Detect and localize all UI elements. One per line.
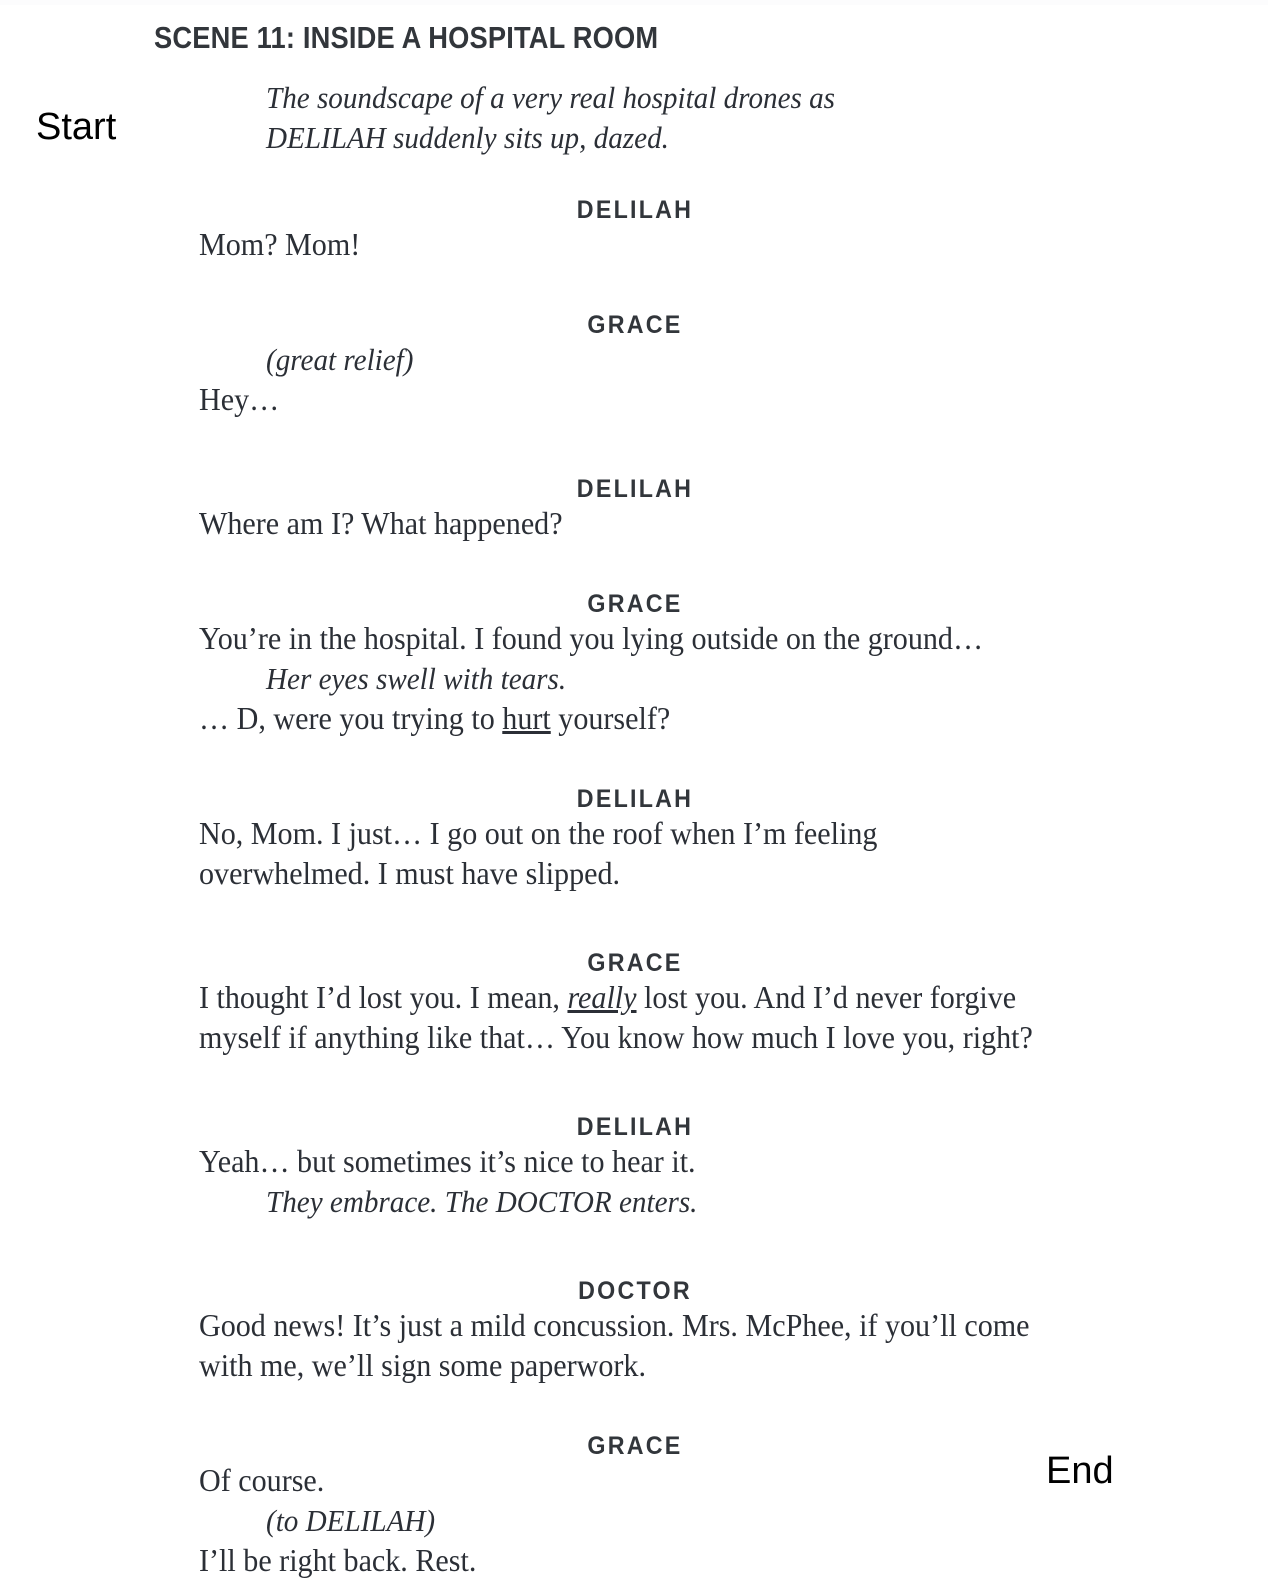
annotation-start-label: Start (36, 106, 117, 148)
page-top-edge (0, 0, 1268, 5)
parenthetical: (to DELILAH) (266, 1504, 436, 1538)
spacer (199, 544, 1091, 590)
scene-heading: SCENE 11: INSIDE A HOSPITAL ROOM (154, 20, 659, 55)
spacer (199, 265, 1091, 311)
character-cue: DELILAH (576, 1113, 694, 1141)
spacer (199, 894, 1091, 949)
dialogue-line: You’re in the hospital. I found you lying outside on the ground… (199, 621, 984, 656)
spacer (199, 158, 1091, 196)
character-cue: DELILAH (576, 475, 694, 503)
stage-direction: They embrace. The DOCTOR enters. (266, 1185, 698, 1219)
dialogue-line: Yeah… but sometimes it’s nice to hear it. (199, 1144, 696, 1179)
opening-stage-direction: The soundscape of a very real hospital drones as DELILAH suddenly sits up, dazed. (266, 81, 836, 155)
character-cue: DOCTOR (578, 1277, 692, 1305)
dialogue-text-after: yourself? (550, 701, 671, 736)
character-cue: GRACE (587, 311, 683, 339)
spacer (199, 420, 1091, 475)
character-cue: GRACE (587, 1432, 683, 1460)
dialogue-line: Mom? Mom! (199, 227, 361, 262)
dialogue-line: I’ll be right back. Rest. (199, 1543, 477, 1578)
character-cue: DELILAH (576, 785, 694, 813)
dialogue-line: Good news! It’s just a mild concussion. Mrs. McPhee, if you’ll come with me, we’ll sign some paperwork. (199, 1308, 1030, 1383)
parenthetical: (great relief) (266, 343, 414, 377)
stage-direction: Her eyes swell with tears. (266, 662, 567, 696)
annotation-end-label: End (1046, 1450, 1114, 1492)
dialogue-line: Where am I? What happened? (199, 506, 563, 541)
dialogue-line: Hey… (199, 382, 280, 417)
dialogue-line: Of course. (199, 1463, 325, 1498)
spacer (199, 1386, 1091, 1432)
spacer (199, 1058, 1091, 1113)
script-body-column (199, 78, 1091, 1581)
spacer (199, 739, 1091, 785)
dialogue-text-before: I thought I’d lost you. I mean, (199, 980, 568, 1015)
character-cue: DELILAH (576, 196, 694, 224)
dialogue-line-emphasis (199, 978, 1051, 1058)
character-cue: GRACE (587, 590, 683, 618)
spacer (199, 1222, 1091, 1277)
character-cue: GRACE (587, 949, 683, 977)
italic-underlined-word: really (567, 980, 637, 1015)
dialogue-text-before: … D, were you trying to (199, 701, 503, 736)
dialogue-line-emphasis (199, 699, 1051, 739)
dialogue-text-after: lost you. And I’d never forgive myself if anything like that… You know how much I love you, right? (199, 980, 1033, 1055)
underlined-word: hurt (502, 701, 551, 736)
dialogue-line: No, Mom. I just… I go out on the roof when I’m feeling overwhelmed. I must have slipped. (199, 816, 878, 891)
